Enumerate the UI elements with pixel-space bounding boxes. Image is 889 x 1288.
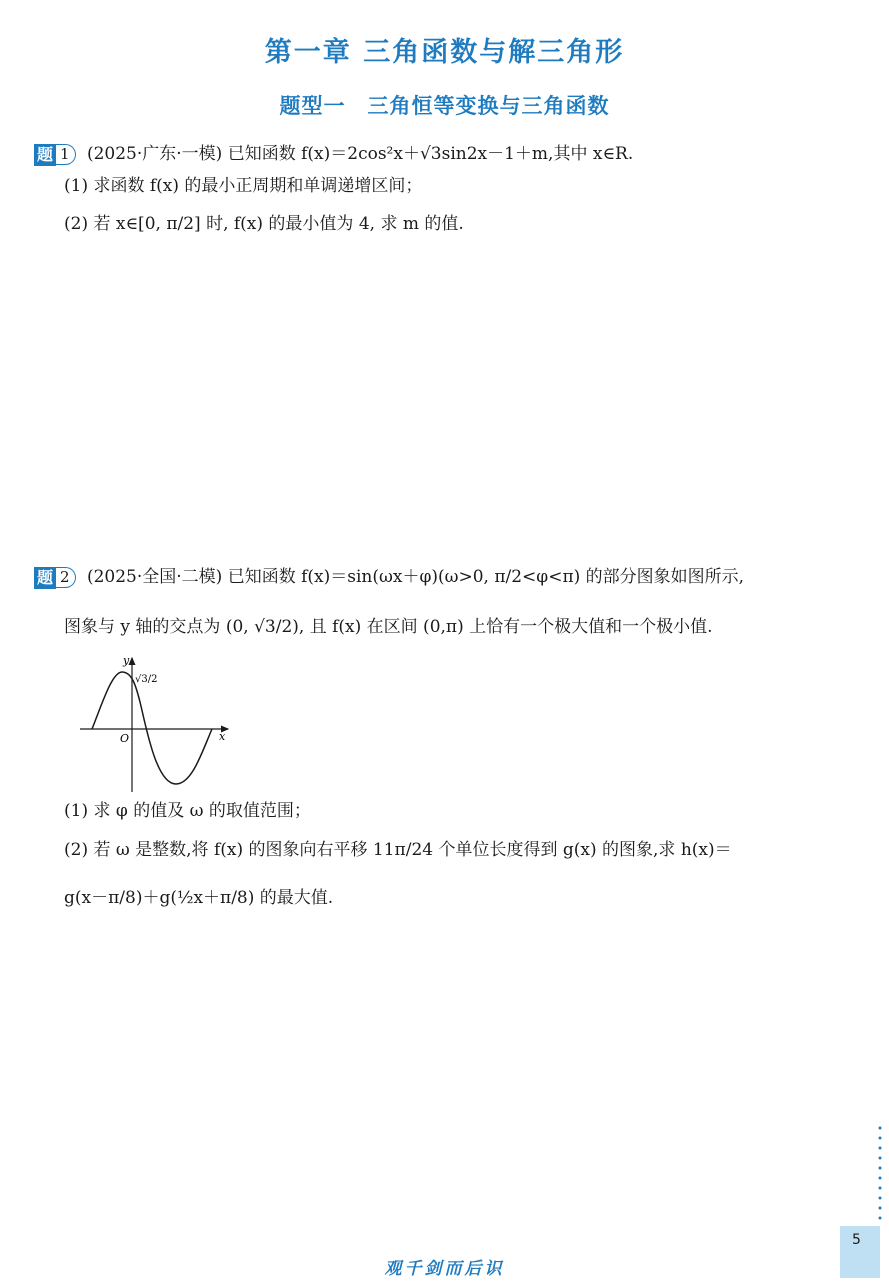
problem-2-stem	[34, 563, 744, 591]
problem-badge-label: 题	[34, 567, 56, 589]
problem-1-line-1: (2025·广东·一模) 已知函数 f(x)＝2cos²x＋√3sin2x－1＋m,其中 x∈R.	[86, 144, 634, 164]
footer-motto: 观千剑而后识	[384, 1259, 505, 1279]
page-number: 5	[852, 1232, 861, 1248]
problem-1-part-2: (2) 若 x∈[0, π/2] 时, f(x) 的最小值为 4, 求 m 的值.	[64, 214, 464, 234]
problem-badge-number: 1	[56, 144, 76, 165]
problem-2-part-2-cont: g(x－π/8)＋g(½x＋π/8) 的最大值.	[64, 888, 334, 908]
problem-2-line-1: (2025·全国·二模) 已知函数 f(x)＝sin(ωx＋φ)(ω>0, π/2<φ<π) 的部分图象如图所示,	[86, 567, 745, 587]
problem-2-part-1: (1) 求 φ 的值及 ω 的取值范围；	[64, 801, 311, 821]
intercept-label: √3/2	[135, 674, 158, 685]
problem-badge-label: 题	[34, 144, 56, 166]
problem-2-badge	[34, 567, 76, 589]
problem-2-line-2: 图象与 y 轴的交点为 (0, √3/2), 且 f(x) 在区间 (0,π) 上恰有一个极大值和一个极小值.	[64, 617, 713, 637]
problem-1-badge	[34, 144, 76, 166]
problem-2-part-2: (2) 若 ω 是整数,将 f(x) 的图象向右平移 11π/24 个单位长度得到 g(x) 的图象,求 h(x)＝	[64, 840, 732, 860]
y-axis-label: y	[123, 654, 130, 667]
chapter-title: 第一章 三角函数与解三角形	[264, 37, 625, 68]
problem-1-stem	[34, 140, 633, 168]
origin-label: O	[120, 732, 130, 745]
decorative-dots	[876, 1124, 884, 1224]
section-title: 题型一 三角恒等变换与三角函数	[279, 94, 610, 118]
problem-badge-number: 2	[56, 567, 76, 588]
sine-graph	[78, 652, 238, 794]
x-axis-label: x	[219, 730, 226, 743]
problem-1-part-1: (1) 求函数 f(x) 的最小正周期和单调递增区间；	[64, 176, 423, 196]
sine-curve	[92, 672, 212, 784]
